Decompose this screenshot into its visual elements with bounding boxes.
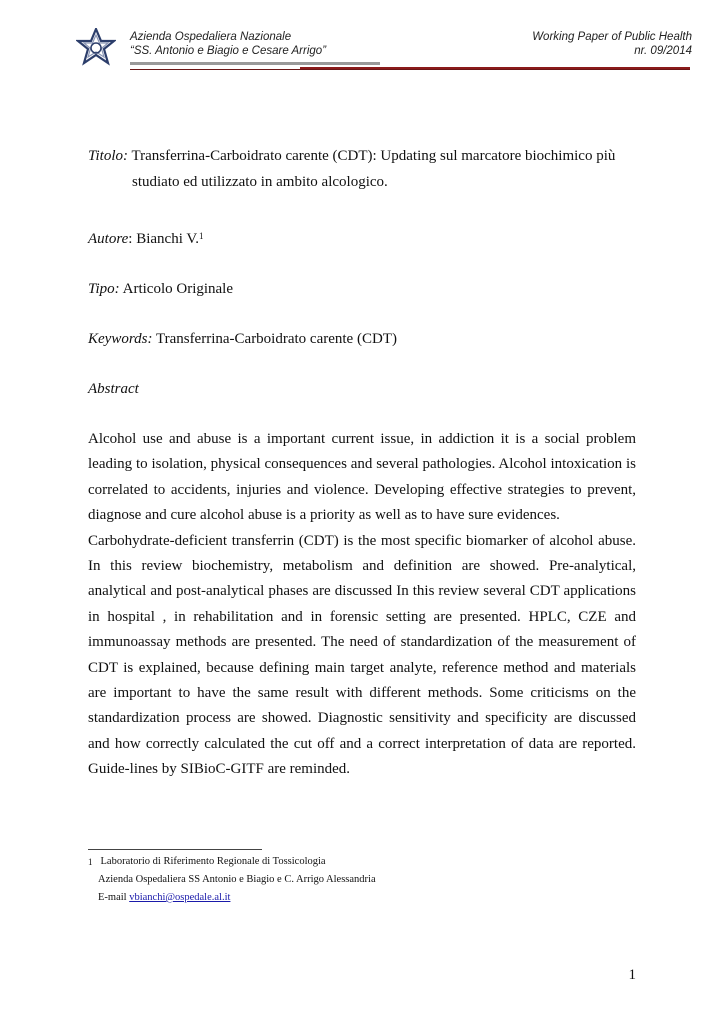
- author-footnote-mark: 1: [199, 231, 204, 241]
- abstract-paragraph-2: Carbohydrate-deficient transferrin (CDT) is the most specific biomarker of alcohol abuse. In this review biochemistry, metabolism and definition are showed. Pre-analytical, analytical and post-analytical phases are discussed In this review several CDT applications in hospital , in rehabilitation and in forensic setting are presented. HPLC, CZE and immunoassay methods are presented. The need of standardization of the measurement of CDT is explained, because defining main target analyte, reference method and materials are important to have the same result with different methods. Some criticisms on the standardization process are showed. Diagnostic sensitivity and specificity are discussed and how correctly calculated the cut off and a correct interpretation of data are reported. Guide-lines by SIBioC-GITF are reminded.: [88, 532, 636, 778]
- type-label: Tipo:: [88, 281, 120, 297]
- series-number: nr. 09/2014: [634, 45, 692, 57]
- paper-type: [88, 276, 636, 302]
- author-label: Autore: [88, 231, 129, 247]
- title-label: Titolo:: [88, 148, 129, 164]
- header-rule-gray: [130, 62, 380, 65]
- footnote-email-line: [88, 889, 376, 907]
- footnote-separator: [88, 849, 262, 850]
- email-label: E-mail: [98, 892, 130, 903]
- email-link[interactable]: vbianchi@ospedale.al.it: [129, 892, 231, 903]
- type-value: Articolo Originale: [122, 281, 234, 297]
- header-rule-thin: [130, 69, 690, 70]
- page-number: 1: [628, 967, 636, 983]
- institution-line-2: “SS. Antonio e Biagio e Cesare Arrigo”: [130, 45, 327, 57]
- page-header: [0, 0, 724, 72]
- paper-title: [88, 143, 636, 195]
- footnote-line-1: Laboratorio di Riferimento Regionale di Tossicologia: [100, 856, 326, 867]
- abstract-heading: Abstract: [88, 381, 139, 397]
- abstract-body: [88, 427, 636, 783]
- keywords-value: Transferrina-Carboidrato carente (CDT): [155, 331, 397, 347]
- institution-name: [130, 30, 326, 58]
- title-line-2: studiato ed utilizzato in ambito alcologico.: [132, 174, 388, 190]
- paper-author: [88, 226, 636, 252]
- footnote-number: 1: [88, 857, 93, 867]
- series-name: Working Paper of Public Health: [532, 31, 692, 43]
- paper-keywords: [88, 326, 636, 352]
- title-line-1: Transferrina-Carboidrato carente (CDT): Updating sul marcatore biochimico più: [131, 148, 616, 164]
- author-separator: :: [128, 231, 137, 247]
- footnote: [88, 853, 376, 907]
- institution-line-1: Azienda Ospedaliera Nazionale: [130, 31, 292, 43]
- author-name: Bianchi V.: [136, 231, 199, 247]
- star-emblem-icon: [76, 28, 116, 68]
- keywords-label: Keywords:: [88, 331, 153, 347]
- series-info: [532, 30, 692, 58]
- abstract-paragraph-1: Alcohol use and abuse is a important current issue, in addiction it is a social problem leading to isolation, physical consequences and several pathologies. Alcohol intoxication is correlated to accidents, injuries and violence. Developing effective strategies to prevent, diagnose and cure alcohol abuse is a priority as well as to have sure evidences.: [88, 431, 636, 524]
- footnote-line-2: Azienda Ospedaliera SS Antonio e Biagio e C. Arrigo Alessandria: [98, 874, 376, 885]
